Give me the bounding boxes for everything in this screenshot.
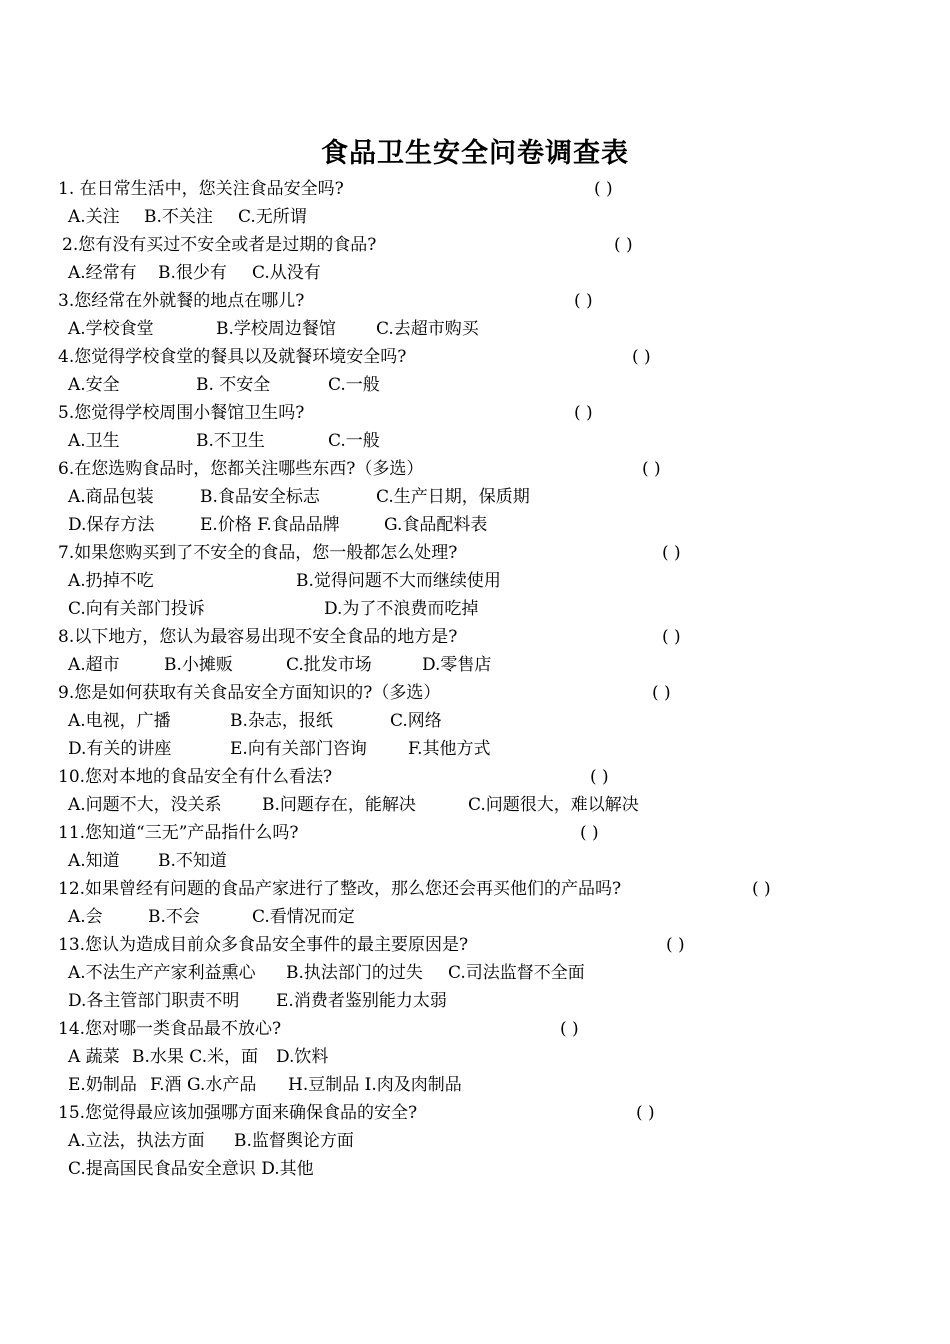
option[interactable]: B.不会 <box>148 907 200 927</box>
question-14-options <box>58 1043 918 1071</box>
answer-blank[interactable]: ( ) <box>666 935 685 955</box>
question-9-options <box>58 735 918 763</box>
option[interactable]: B.问题存在，能解决 <box>262 795 416 815</box>
answer-blank[interactable]: ( ) <box>752 879 771 899</box>
option[interactable]: C.看情况而定 <box>252 907 355 927</box>
question-12 <box>58 875 918 903</box>
question-1-options <box>58 203 918 231</box>
option[interactable]: A.超市 <box>68 655 120 675</box>
option[interactable]: D.有关的讲座 <box>68 739 172 759</box>
question-7-options <box>58 567 918 595</box>
question-14-text: 14.您对哪一类食品最不放心? <box>58 1019 282 1039</box>
option[interactable]: E.奶制品 <box>68 1075 137 1095</box>
option[interactable]: A 蔬菜 <box>68 1047 120 1067</box>
option[interactable]: D.保存方法 <box>68 515 155 535</box>
option[interactable]: A.经常有 <box>68 263 137 283</box>
option[interactable]: C.向有关部门投诉 <box>68 599 205 619</box>
answer-blank[interactable]: ( ) <box>614 235 633 255</box>
question-5-options <box>58 427 918 455</box>
question-15-text: 15.您觉得最应该加强哪方面来确保食品的安全? <box>58 1103 418 1123</box>
question-12-text: 12.如果曾经有问题的食品产家进行了整改，那么您还会再买他们的产品吗? <box>58 879 622 899</box>
question-11 <box>58 819 918 847</box>
option[interactable]: A.会 <box>68 907 103 927</box>
option[interactable]: F.酒 G.水产品 <box>150 1075 257 1095</box>
question-3 <box>58 287 918 315</box>
question-11-options <box>58 847 918 875</box>
question-8 <box>58 623 918 651</box>
question-7 <box>58 539 918 567</box>
option[interactable]: C.去超市购买 <box>376 319 479 339</box>
question-13 <box>58 931 918 959</box>
option[interactable]: B.不知道 <box>158 851 227 871</box>
option[interactable]: G.食品配料表 <box>384 515 488 535</box>
question-9 <box>58 679 918 707</box>
option[interactable]: B.不卫生 <box>196 431 265 451</box>
question-14 <box>58 1015 918 1043</box>
option[interactable]: C.问题很大，难以解决 <box>468 795 639 815</box>
question-4-options <box>58 371 918 399</box>
option[interactable]: B.杂志，报纸 <box>230 711 333 731</box>
question-13-text: 13.您认为造成目前众多食品安全事件的最主要原因是? <box>58 935 469 955</box>
option[interactable]: B.小摊贩 <box>164 655 233 675</box>
question-1-text: 1. 在日常生活中，您关注食品安全吗? <box>58 179 344 199</box>
option[interactable]: A.立法，执法方面 <box>68 1131 205 1151</box>
question-10-options <box>58 791 918 819</box>
answer-blank[interactable]: ( ) <box>594 179 613 199</box>
option[interactable]: E.向有关部门咨询 <box>230 739 367 759</box>
option[interactable]: A.商品包装 <box>68 487 154 507</box>
option[interactable]: C.生产日期，保质期 <box>376 487 530 507</box>
question-5-text: 5.您觉得学校周围小餐馆卫生吗? <box>58 403 305 423</box>
question-4-text: 4.您觉得学校食堂的餐具以及就餐环境安全吗? <box>58 347 407 367</box>
question-1 <box>58 175 918 203</box>
question-6-text: 6.在您选购食品时，您都关注哪些东西?（多选） <box>58 459 424 479</box>
answer-blank[interactable]: ( ) <box>632 347 651 367</box>
option[interactable]: A.不法生产产家利益熏心 <box>68 963 256 983</box>
option[interactable]: C.批发市场 <box>286 655 372 675</box>
option[interactable]: C.提高国民食品安全意识 D.其他 <box>68 1159 314 1179</box>
option[interactable]: E.价格 F.食品品牌 <box>200 515 340 535</box>
option[interactable]: B.监督舆论方面 <box>234 1131 354 1151</box>
question-6 <box>58 455 918 483</box>
option[interactable]: C.网络 <box>390 711 442 731</box>
question-10-text: 10.您对本地的食品安全有什么看法? <box>58 767 333 787</box>
answer-blank[interactable]: ( ) <box>662 627 681 647</box>
question-12-options <box>58 903 918 931</box>
question-15-options <box>58 1155 918 1183</box>
answer-blank[interactable]: ( ) <box>590 767 609 787</box>
question-2-text: 2.您有没有买过不安全或者是过期的食品? <box>62 235 377 255</box>
option[interactable]: A.学校食堂 <box>68 319 154 339</box>
question-3-text: 3.您经常在外就餐的地点在哪儿? <box>58 291 305 311</box>
option[interactable]: B.食品安全标志 <box>200 487 320 507</box>
question-10 <box>58 763 918 791</box>
option[interactable]: B.水果 C.米，面 <box>132 1047 259 1067</box>
question-9-options <box>58 707 918 735</box>
option[interactable]: C.一般 <box>328 375 380 395</box>
option[interactable]: A.问题不大，没关系 <box>68 795 222 815</box>
question-6-options <box>58 511 918 539</box>
option[interactable]: D.零售店 <box>422 655 492 675</box>
question-8-options <box>58 651 918 679</box>
option[interactable]: D.为了不浪费而吃掉 <box>324 599 479 619</box>
question-7-text: 7.如果您购买到了不安全的食品，您一般都怎么处理? <box>58 543 458 563</box>
option[interactable]: C.从没有 <box>252 263 321 283</box>
option[interactable]: A.卫生 <box>68 431 120 451</box>
answer-blank[interactable]: ( ) <box>636 1103 655 1123</box>
option[interactable]: D.各主管部门职责不明 <box>68 991 240 1011</box>
question-4 <box>58 343 918 371</box>
question-11-text: 11.您知道“三无”产品指什么吗? <box>58 823 299 843</box>
question-8-text: 8.以下地方，您认为最容易出现不安全食品的地方是? <box>58 627 458 647</box>
answer-blank[interactable]: ( ) <box>574 403 593 423</box>
answer-blank[interactable]: ( ) <box>580 823 599 843</box>
question-9-text: 9.您是如何获取有关食品安全方面知识的?（多选） <box>58 683 441 703</box>
option[interactable]: B.学校周边餐馆 <box>216 319 336 339</box>
answer-blank[interactable]: ( ) <box>574 291 593 311</box>
option[interactable]: A.安全 <box>68 375 120 395</box>
option[interactable]: A.电视，广播 <box>68 711 171 731</box>
answer-blank[interactable]: ( ) <box>560 1019 579 1039</box>
question-2 <box>58 231 918 259</box>
option[interactable]: C.无所谓 <box>238 207 307 227</box>
option[interactable]: B. 不安全 <box>196 375 271 395</box>
question-3-options <box>58 315 918 343</box>
document-title: 食品卫生安全问卷调查表 <box>321 138 629 169</box>
question-15 <box>58 1099 918 1127</box>
option[interactable]: A.知道 <box>68 851 120 871</box>
option[interactable]: C.一般 <box>328 431 380 451</box>
option[interactable]: B.觉得问题不大而继续使用 <box>296 571 501 591</box>
question-6-options <box>58 483 918 511</box>
question-2-options <box>58 259 918 287</box>
question-14-options <box>58 1071 918 1099</box>
question-7-options <box>58 595 918 623</box>
option[interactable]: F.其他方式 <box>408 739 491 759</box>
option[interactable]: B.执法部门的过失 <box>286 963 423 983</box>
answer-blank[interactable]: ( ) <box>662 543 681 563</box>
option[interactable]: D.饮料 <box>276 1047 329 1067</box>
question-5 <box>58 399 918 427</box>
question-list <box>58 175 918 1183</box>
option[interactable]: A.关注 <box>68 207 120 227</box>
option[interactable]: E.消费者鉴别能力太弱 <box>276 991 447 1011</box>
option[interactable]: B.不关注 <box>144 207 213 227</box>
question-15-options <box>58 1127 918 1155</box>
option[interactable]: B.很少有 <box>158 263 227 283</box>
answer-blank[interactable]: ( ) <box>642 459 661 479</box>
question-13-options <box>58 959 918 987</box>
answer-blank[interactable]: ( ) <box>652 683 671 703</box>
option[interactable]: A.扔掉不吃 <box>68 571 154 591</box>
option[interactable]: H.豆制品 I.肉及肉制品 <box>288 1075 462 1095</box>
question-13-options <box>58 987 918 1015</box>
option[interactable]: C.司法监督不全面 <box>448 963 585 983</box>
